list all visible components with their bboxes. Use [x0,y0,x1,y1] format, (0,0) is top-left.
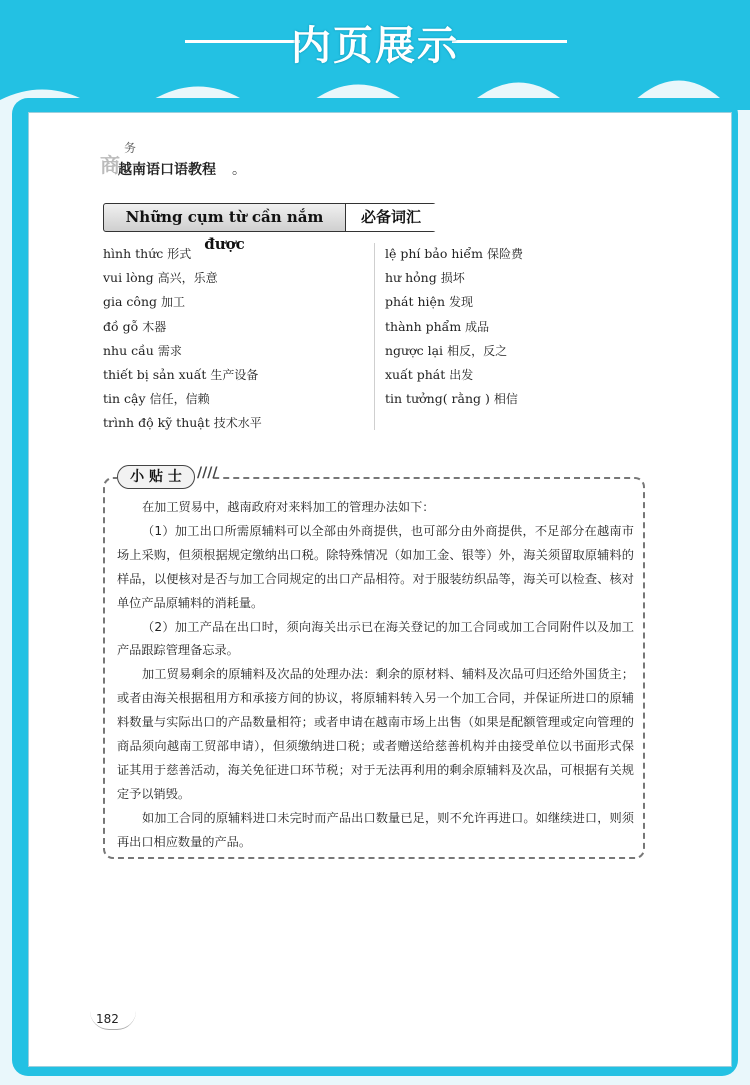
banner-title: 内页展示 [291,23,459,69]
vocab-item [385,316,523,340]
logo-prefix: 商 [100,153,120,177]
vocab-vn: tin tưởng( rằng ) [385,391,490,407]
tips-content [117,496,634,855]
vocab-vn: phát hiện [385,294,445,310]
vocab-vn: hình thức [103,246,164,261]
vocab-vn: nhu cầu [103,342,154,358]
vocab-vn: xuất phát [385,366,446,382]
vocab-cn: 发现 [449,295,474,310]
tips-label [117,465,218,489]
vocab-vn: thành phẩm [385,318,462,334]
vocab-item [385,267,523,291]
vocab-cn: 出发 [449,367,474,382]
vocab-cn: 损坏 [440,271,465,286]
vocab-cn: 木器 [142,319,167,334]
vocab-cn: 保险费 [486,247,523,261]
vocab-item [103,388,262,412]
vocab-cn: 相信 [493,392,518,407]
vocab-item [103,291,262,315]
vocab-item [103,364,262,388]
logo-dot: 。 [232,162,246,178]
tips-slashes: //// [197,465,218,481]
vocab-vn: vui lòng [103,270,154,286]
tips-paragraph: （1）加工出口所需原辅料可以全部由外商提供，也可部分由外商提供，不足部分在越南市场上采购，但须根据规定缴纳出口税。除特殊情况（如加工金、银等）外，海关须留取原辅料的样品，以便核对是否与加工合同规定的出口产品相符。对于服装纺织品等，海关可以检查、核对单位产品原辅料的消耗量。 [117,523,634,610]
vocab-item [103,340,262,364]
tips-paragraph: （2）加工产品在出口时，须向海关出示已在海关登记的加工合同或加工合同附件以及加工产品跟踪管理备忘录。 [117,619,634,658]
logo-superscript: 务 [124,141,137,155]
vocab-item [385,243,523,267]
tips-paragraph: 如加工合同的原辅料进口未完时而产品出口数量已足，则不允许再进口。如继续进口，则须再出口相应数量的产品。 [117,810,634,849]
vocab-item [385,388,523,412]
vocab-vn: tin cậy [103,391,146,407]
vocab-cn: 信任，信赖 [149,392,210,407]
header-banner [0,0,750,110]
tips-paragraph: 加工贸易剩余的原辅料及次品的处理办法：剩余的原材料、辅料及次品可归还给外国货主；或者由海关根据租用方和承接方间的协议，将原辅料转入另一个加工合同，并保证所进口的原辅料数量与实际出口的产品数量相符；或者申请在越南市场上出售（如果是配额管理或定向管理的商品须向越南工贸部申请），但须缴纳进口税；或者赠送给慈善机构并由接受单位以书面形式保证其用于慈善活动，海关免征进口环节税；对于无法再利用的剩余原辅料及次品，可根据有关规定予以销毁。 [117,667,634,801]
vocab-cn: 形式 [167,247,192,261]
vocab-vn: thiết bị sản xuất [103,366,207,382]
vocab-vn: gia công [103,294,158,310]
vocab-divider [374,243,375,430]
logo-text: 越南语口语教程 [118,162,216,178]
vocab-vn: ngược lại [385,342,444,358]
vocab-cn: 技术水平 [213,416,262,431]
vocab-vn: lệ phí bảo hiểm [385,246,483,261]
vocab-item [103,412,262,436]
vocab-vn: hư hỏng [385,270,437,286]
vocab-vn: đồ gỗ [103,318,139,334]
vocab-item [103,267,262,291]
vocab-heading [103,203,436,253]
vocab-column-right [385,243,523,412]
vocab-item [103,243,262,267]
vocab-cn: 相反，反之 [447,343,508,358]
vocab-column-left [103,243,262,437]
vocab-item [385,364,523,388]
vocab-item [103,316,262,340]
vocab-cn: 加工 [161,295,186,310]
vocab-cn: 生产设备 [210,367,259,382]
vocab-item [385,340,523,364]
vocab-cn: 需求 [157,343,182,358]
vocab-cn: 高兴，乐意 [157,271,218,286]
vocab-item [385,291,523,315]
tips-label-text: 小 贴 士 [117,465,195,489]
page-number: 182 [96,1012,119,1026]
vocab-cn: 成品 [465,319,490,334]
vocab-heading-vn: Những cụm từ cần nắm được [125,208,324,253]
tips-paragraph: 在加工贸易中，越南政府对来料加工的管理办法如下： [142,500,435,514]
vocab-heading-cn: 必备词汇 [345,204,436,231]
vocab-vn: trình độ kỹ thuật [103,415,210,431]
